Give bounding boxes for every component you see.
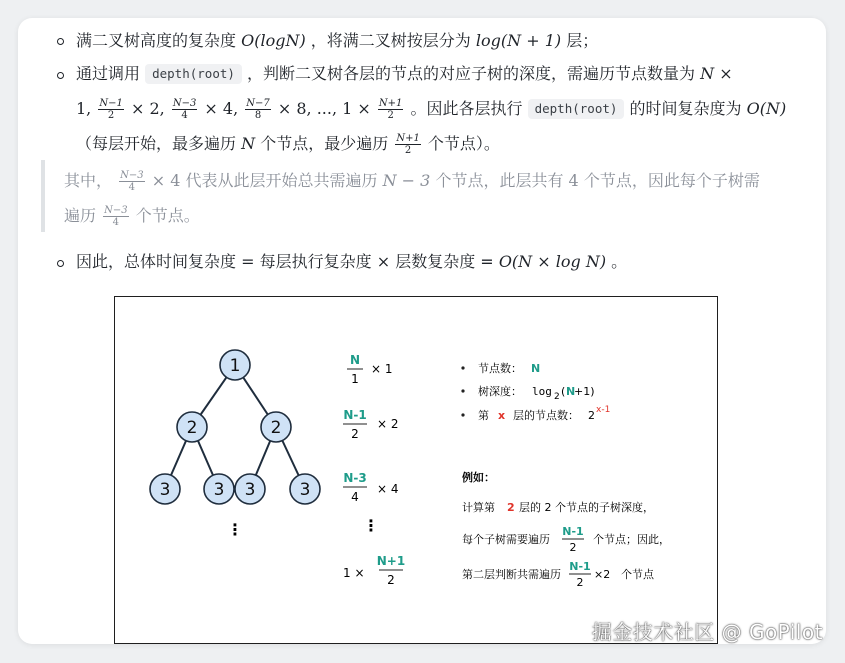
example-line: 第二层判断共需遍历 <box>462 568 561 581</box>
text-span: 个节点，因此每个子树需 <box>583 171 760 190</box>
list-dot <box>461 389 464 392</box>
note-base: 2 <box>588 409 595 422</box>
text-span: 的时间复杂度为 <box>629 99 742 118</box>
inline-code: depth(root) <box>528 99 625 119</box>
example-mult: ×2 <box>594 568 611 581</box>
bullet-marker <box>56 37 66 47</box>
math-expr: O(N × log N) <box>498 252 607 271</box>
math-expr: log(N + 1) <box>475 31 562 50</box>
bullet-marker <box>56 71 66 81</box>
math-expr: O(N) <box>746 99 787 118</box>
frac-den: 2 <box>569 541 577 554</box>
text-span: ，将满二叉树按层分为 <box>310 31 471 50</box>
frac-num: N-3 <box>343 471 367 485</box>
quote-line1 <box>64 169 760 193</box>
text-span: 因此，总体时间复杂度 <box>76 252 237 271</box>
note-exp: x-1 <box>596 405 611 415</box>
notes-column <box>461 361 670 589</box>
figure-svg <box>115 297 717 643</box>
frac-pre: 1 × <box>343 566 365 580</box>
note-label: 节点数： <box>478 362 522 375</box>
frac-mult: × 1 <box>371 362 393 376</box>
text-span: 通过调用 <box>76 64 141 83</box>
frac-num: N−7 <box>246 98 270 109</box>
example-line: 个节点 <box>621 568 654 581</box>
frac-den: 8 <box>254 110 262 121</box>
tree-node-label: 3 <box>213 480 225 500</box>
fraction <box>245 98 271 121</box>
note-rest: +1) <box>574 385 595 398</box>
tree-nodes <box>150 350 320 504</box>
quote-line2 <box>64 204 200 228</box>
example-line: 计算第 <box>462 501 495 514</box>
list-dot <box>461 413 464 416</box>
frac-mult: × 4 <box>377 482 399 496</box>
math-expr: O(logN) <box>241 31 306 50</box>
fraction <box>103 205 129 228</box>
math-expr: × 8, ..., 1 × <box>277 99 371 118</box>
frac-num: N−3 <box>104 205 128 216</box>
bullet3-text <box>76 250 627 274</box>
fraction <box>119 170 145 193</box>
note-paren: ( <box>561 385 566 398</box>
frac-num: N-1 <box>569 560 591 573</box>
math-expr: × 2, <box>130 99 165 118</box>
tree-node-label: 2 <box>186 418 198 438</box>
text-span: （每层开始，最多遍历 <box>76 134 237 153</box>
fraction <box>98 98 124 121</box>
frac-num: N−3 <box>120 170 144 181</box>
text-span: 层数复杂度 = <box>395 252 494 271</box>
frac-num: N-1 <box>343 408 367 422</box>
frac-num: N+1 <box>378 98 403 109</box>
frac-den: 4 <box>181 110 188 121</box>
frac-num: N-1 <box>562 525 584 538</box>
text-span: 。因此各层执行 <box>410 99 523 118</box>
note-sub: 2 <box>554 392 560 402</box>
bullet-marker <box>56 259 66 269</box>
frac-den: 4 <box>112 217 120 228</box>
text-span: 个节点）。 <box>427 134 500 153</box>
text-span: 代表从此层开始总共需遍历 <box>185 171 378 190</box>
text-span: 。 <box>611 252 628 271</box>
text-span: 满二叉树高度的复杂度 <box>76 31 237 50</box>
tree-ellipsis: ⋮ <box>227 520 243 539</box>
tree-node-label: 3 <box>299 480 311 500</box>
frac-num: N−1 <box>99 98 123 109</box>
math-op: = <box>241 252 255 271</box>
math-expr: 4 <box>568 171 579 190</box>
frac-num: N <box>349 353 361 367</box>
binary-tree-figure <box>114 296 718 644</box>
fraction-column <box>343 353 405 587</box>
math-expr: N × <box>700 64 733 83</box>
text-span: 其中， <box>64 171 113 190</box>
tree-node-label: 1 <box>229 356 241 376</box>
frac-den: 4 <box>128 182 136 193</box>
frac-den: 4 <box>351 490 359 504</box>
frac-den: 2 <box>351 427 359 441</box>
frac-den: 2 <box>404 145 412 156</box>
bullet1-text <box>76 29 598 53</box>
frac-den: 2 <box>107 110 115 121</box>
bullet2-line1 <box>76 62 733 86</box>
math-expr: N − 3 <box>382 171 431 190</box>
example-title: 例如： <box>462 471 495 484</box>
frac-ellipsis: ⋮ <box>363 516 379 535</box>
frac-num: N+1 <box>396 133 420 144</box>
frac-num: N−3 <box>172 98 197 109</box>
frac-num: N+1 <box>376 554 406 568</box>
math-expr: × 4, <box>204 99 239 118</box>
note-value: log <box>532 385 552 398</box>
fraction <box>378 98 404 121</box>
text-span: 个节点。 <box>135 206 200 225</box>
math-expr: 1, <box>76 99 92 118</box>
tree-node-label: 3 <box>159 480 171 500</box>
note-label: 第 <box>478 409 489 422</box>
tree-node-label: 2 <box>270 418 282 438</box>
note-label: 层的节点数： <box>513 409 579 422</box>
note-label: 树深度： <box>478 385 522 398</box>
text-span: 个节点，最少遍历 <box>260 134 389 153</box>
example-line: 层的 2 个节点的子树深度， <box>519 501 654 514</box>
note-x: x <box>498 409 506 422</box>
text-span: 每层执行复杂度 <box>259 252 372 271</box>
blockquote-bar <box>41 160 45 232</box>
math-op: × <box>376 252 391 271</box>
fraction <box>172 98 198 121</box>
note-value: N <box>531 362 541 375</box>
text-span: ，判断二叉树各层的节点的对应子树的深度，需遍历节点数量为 <box>247 64 696 83</box>
inline-code: depth(root) <box>145 64 242 84</box>
frac-den: 2 <box>387 110 394 121</box>
example-line: 每个子树需要遍历 <box>462 533 550 546</box>
text-span: 遍历 <box>64 206 97 225</box>
frac-mult: × 2 <box>377 417 399 431</box>
fraction <box>395 133 421 156</box>
math-expr: N <box>241 134 256 153</box>
bullet2-line3 <box>76 132 500 156</box>
tree-node-label: 3 <box>244 480 256 500</box>
frac-den: 2 <box>387 573 395 587</box>
watermark: 掘金技术社区 @ GoPilot <box>591 620 823 644</box>
note-n: N <box>566 385 576 398</box>
text-span: 层； <box>566 31 599 50</box>
text-span: 个节点，此层共有 <box>435 171 564 190</box>
frac-den: 1 <box>351 372 359 386</box>
frac-den: 2 <box>576 576 584 589</box>
bullet2-line2 <box>76 97 786 121</box>
math-expr: × 4 <box>151 171 181 190</box>
list-dot <box>461 366 464 369</box>
example-num: 2 <box>507 501 515 514</box>
example-line: 个节点；因此， <box>593 533 670 546</box>
